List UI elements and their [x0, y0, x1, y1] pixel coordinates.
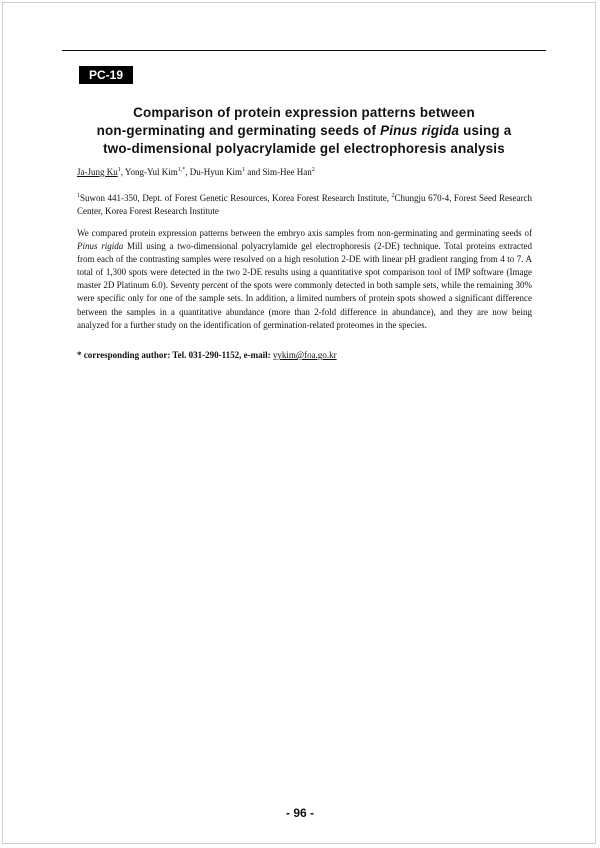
abstract-text-1: We compared protein expression patterns between the embryo axis samples from non-germinating and germinating seeds of	[77, 228, 532, 238]
author-affil-sup: 1	[117, 167, 121, 173]
abstract-text-2: Mill using a two-dimensional polyacrylamide gel electrophoresis (2-DE) technique. Total proteins extracted from each of the contrasting samples were resolved on a high resolution 2-DE with linear pH gradient ranging from 4 to 7. A total of 1,300 spots were detected in the two 2-DE results using a quantitative spot comparison tool of IMP software (Image master 2D Platinum 6.0). Seventy percent of the spots were commonly detected in both sample sets, while the remaining 30% were specific only for one of the sample sets. In addition, a limited numbers of protein spots showed a significant difference between the samples in a quantitative abundance (more than 2-fold difference in abundance), and they are now being analyzed for a further study on the identification of germination-related proteomes in the species.	[77, 241, 532, 330]
affiliations	[77, 192, 532, 218]
paper-title	[62, 104, 546, 158]
title-line-2-end: using a	[459, 123, 512, 138]
contact-label: * corresponding author: Tel. 031-290-1152, e-mail:	[77, 350, 273, 360]
corresponding-author	[77, 349, 532, 361]
abstract-body	[77, 227, 532, 332]
affiliation-marker: 1	[77, 193, 80, 199]
contact-email-link[interactable]: yykim@foa.go.kr	[272, 350, 337, 360]
author-affil-sup: 1	[242, 167, 246, 173]
title-line-3: two-dimensional polyacrylamide gel electrophoresis analysis	[103, 141, 505, 156]
title-line-1: Comparison of protein expression patterns between	[133, 105, 475, 120]
author-conjunction: and	[245, 167, 263, 177]
header-rule	[62, 50, 546, 51]
abstract-species-name: Pinus rigida	[77, 241, 124, 252]
author-name: Du-Hyun Kim	[189, 167, 243, 177]
page-number: - 96 -	[285, 806, 314, 820]
title-line-2	[62, 122, 546, 140]
author-affil-sup: 2	[311, 167, 315, 173]
author-name: Yong-Yul Kim	[124, 167, 178, 177]
author-name: Ja-Jung Ku	[77, 167, 118, 177]
author-separator: ,	[120, 167, 125, 177]
author-list	[77, 166, 537, 178]
author-name: Sim-Hee Han	[262, 167, 312, 177]
abstract-code-badge: PC-19	[79, 66, 133, 84]
title-line-2-start: non-germinating and germinating seeds of	[96, 123, 381, 138]
affiliation-marker: 2	[391, 193, 395, 199]
title-species-name: Pinus rigida	[380, 123, 460, 138]
affiliation-2: Chungju 670-4, Forest Seed Research Center, Korea Forest Research Institute	[77, 193, 532, 216]
author-separator: ,	[185, 167, 190, 177]
affiliation-1: Suwon 441-350, Dept. of Forest Genetic Resources, Korea Forest Research Institute,	[80, 193, 392, 203]
author-affil-sup: 1,*	[177, 167, 186, 173]
